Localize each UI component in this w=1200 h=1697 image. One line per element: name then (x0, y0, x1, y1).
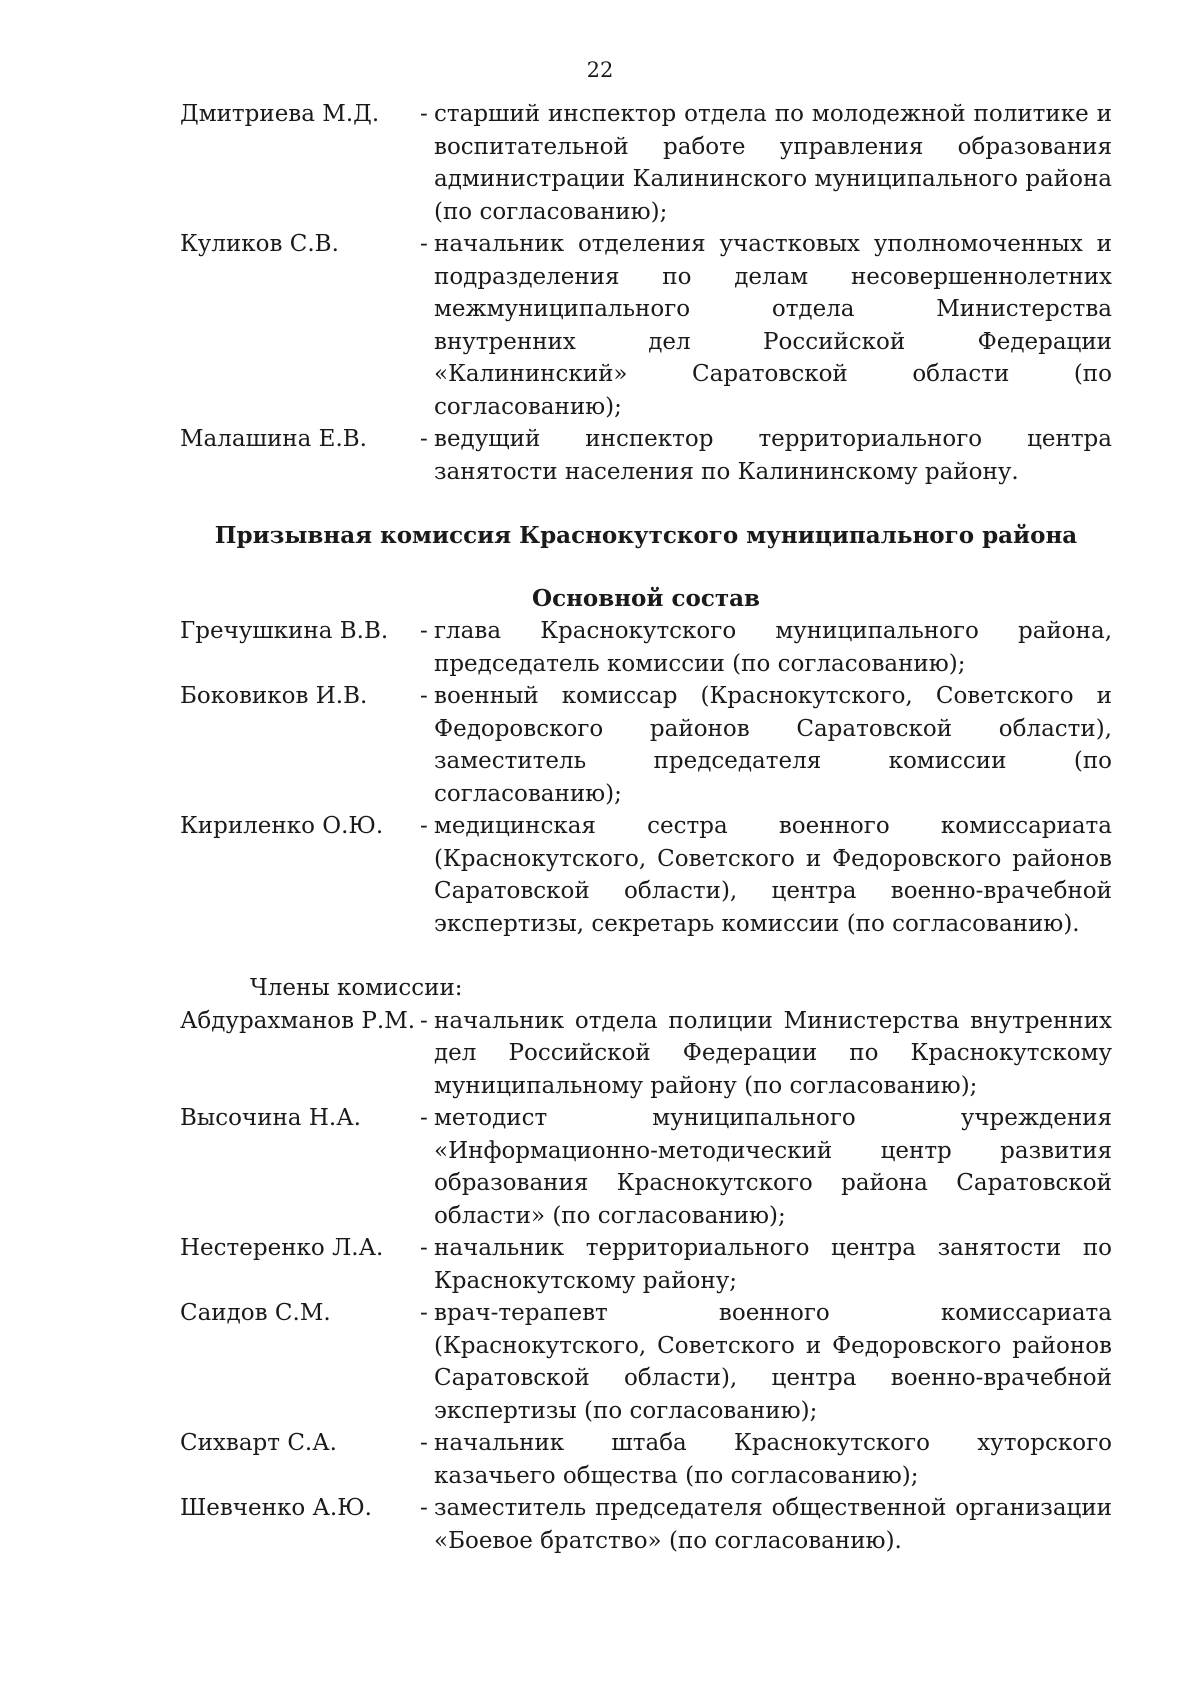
person-position: медицинская сестра военного комиссариата (Краснокутского, Советского и Федоровского районов Саратовской области), центра военно-врачебной экспертизы, секретарь комиссии (по согласованию). (434, 813, 1112, 937)
list-item (180, 98, 1112, 228)
dash: - (420, 683, 428, 709)
document-body (180, 98, 1112, 1557)
person-name: Кириленко О.Ю. (180, 813, 384, 839)
person-position: начальник территориального центра занятости по Краснокутскому району; (434, 1235, 1112, 1294)
dash: - (420, 813, 428, 839)
dash: - (420, 101, 428, 127)
list-item (180, 1005, 1112, 1103)
person-name: Сихварт С.А. (180, 1430, 337, 1456)
page-number: 22 (586, 58, 614, 82)
list-item (180, 423, 1112, 488)
person-name: Высочина Н.А. (180, 1105, 361, 1131)
list-item (180, 1232, 1112, 1297)
person-name: Шевченко А.Ю. (180, 1495, 372, 1521)
commission-title: Призывная комиссия Краснокутского муниципального района (214, 522, 1078, 549)
person-position: глава Краснокутского муниципального района, председатель комиссии (по согласованию); (434, 618, 1112, 677)
person-name: Нестеренко Л.А. (180, 1235, 384, 1261)
dash: - (420, 1300, 428, 1326)
dash: - (420, 1007, 428, 1034)
person-name: Куликов С.В. (180, 231, 339, 257)
dash: - (420, 231, 428, 257)
dash: - (420, 426, 428, 452)
person-position: военный комиссар (Краснокутского, Советского и Федоровского районов Саратовской области), заместитель председателя комиссии (по согласованию); (434, 683, 1112, 807)
members-label: Члены комиссии: (250, 975, 463, 1001)
person-position: начальник штаба Краснокутского хуторского казачьего общества (по согласованию); (434, 1430, 1112, 1489)
list-item (180, 1427, 1112, 1492)
person-name: Абдурахманов Р.М. (180, 1007, 416, 1034)
dash: - (420, 1430, 428, 1456)
person-position: заместитель председателя общественной организации «Боевое братство» (по согласованию). (434, 1495, 1112, 1554)
person-position: врач-терапевт военного комиссариата (Краснокутского, Советского и Федоровского районов Саратовской области), центра военно-врачебной экспертизы (по согласованию); (434, 1300, 1112, 1424)
dash: - (420, 1235, 428, 1261)
list-item (180, 228, 1112, 423)
person-name: Боковиков И.В. (180, 683, 368, 709)
person-name: Малашина Е.В. (180, 426, 367, 452)
dash: - (420, 618, 428, 644)
dash: - (420, 1105, 428, 1131)
person-position: начальник отдела полиции Министерства внутренних дел Российской Федерации по Краснокутскому муниципальному району (по согласованию); (434, 1007, 1112, 1099)
list-item (180, 810, 1112, 940)
person-name: Гречушкина В.В. (180, 618, 389, 644)
list-item (180, 1297, 1112, 1427)
list-item (180, 1102, 1112, 1232)
main-composition-title: Основной состав (532, 584, 760, 612)
list-item (180, 680, 1112, 810)
list-item (180, 615, 1112, 680)
person-position: методист муниципального учреждения «Информационно-методический центр развития образования Краснокутского района Саратовской области» (по согласованию); (434, 1105, 1112, 1229)
person-position: старший инспектор отдела по молодежной политике и воспитательной работе управления образования администрации Калининского муниципального района (по согласованию); (434, 101, 1112, 225)
person-name: Дмитриева М.Д. (180, 101, 380, 127)
person-name: Саидов С.М. (180, 1300, 331, 1326)
dash: - (420, 1495, 428, 1521)
list-item (180, 1492, 1112, 1557)
person-position: ведущий инспектор территориального центра занятости населения по Калининскому району. (434, 426, 1112, 485)
person-position: начальник отделения участковых уполномоченных и подразделения по делам несовершеннолетних межмуниципального отдела Министерства внутренних дел Российской Федерации «Калининский» Саратовской области (по согласованию); (434, 231, 1112, 420)
